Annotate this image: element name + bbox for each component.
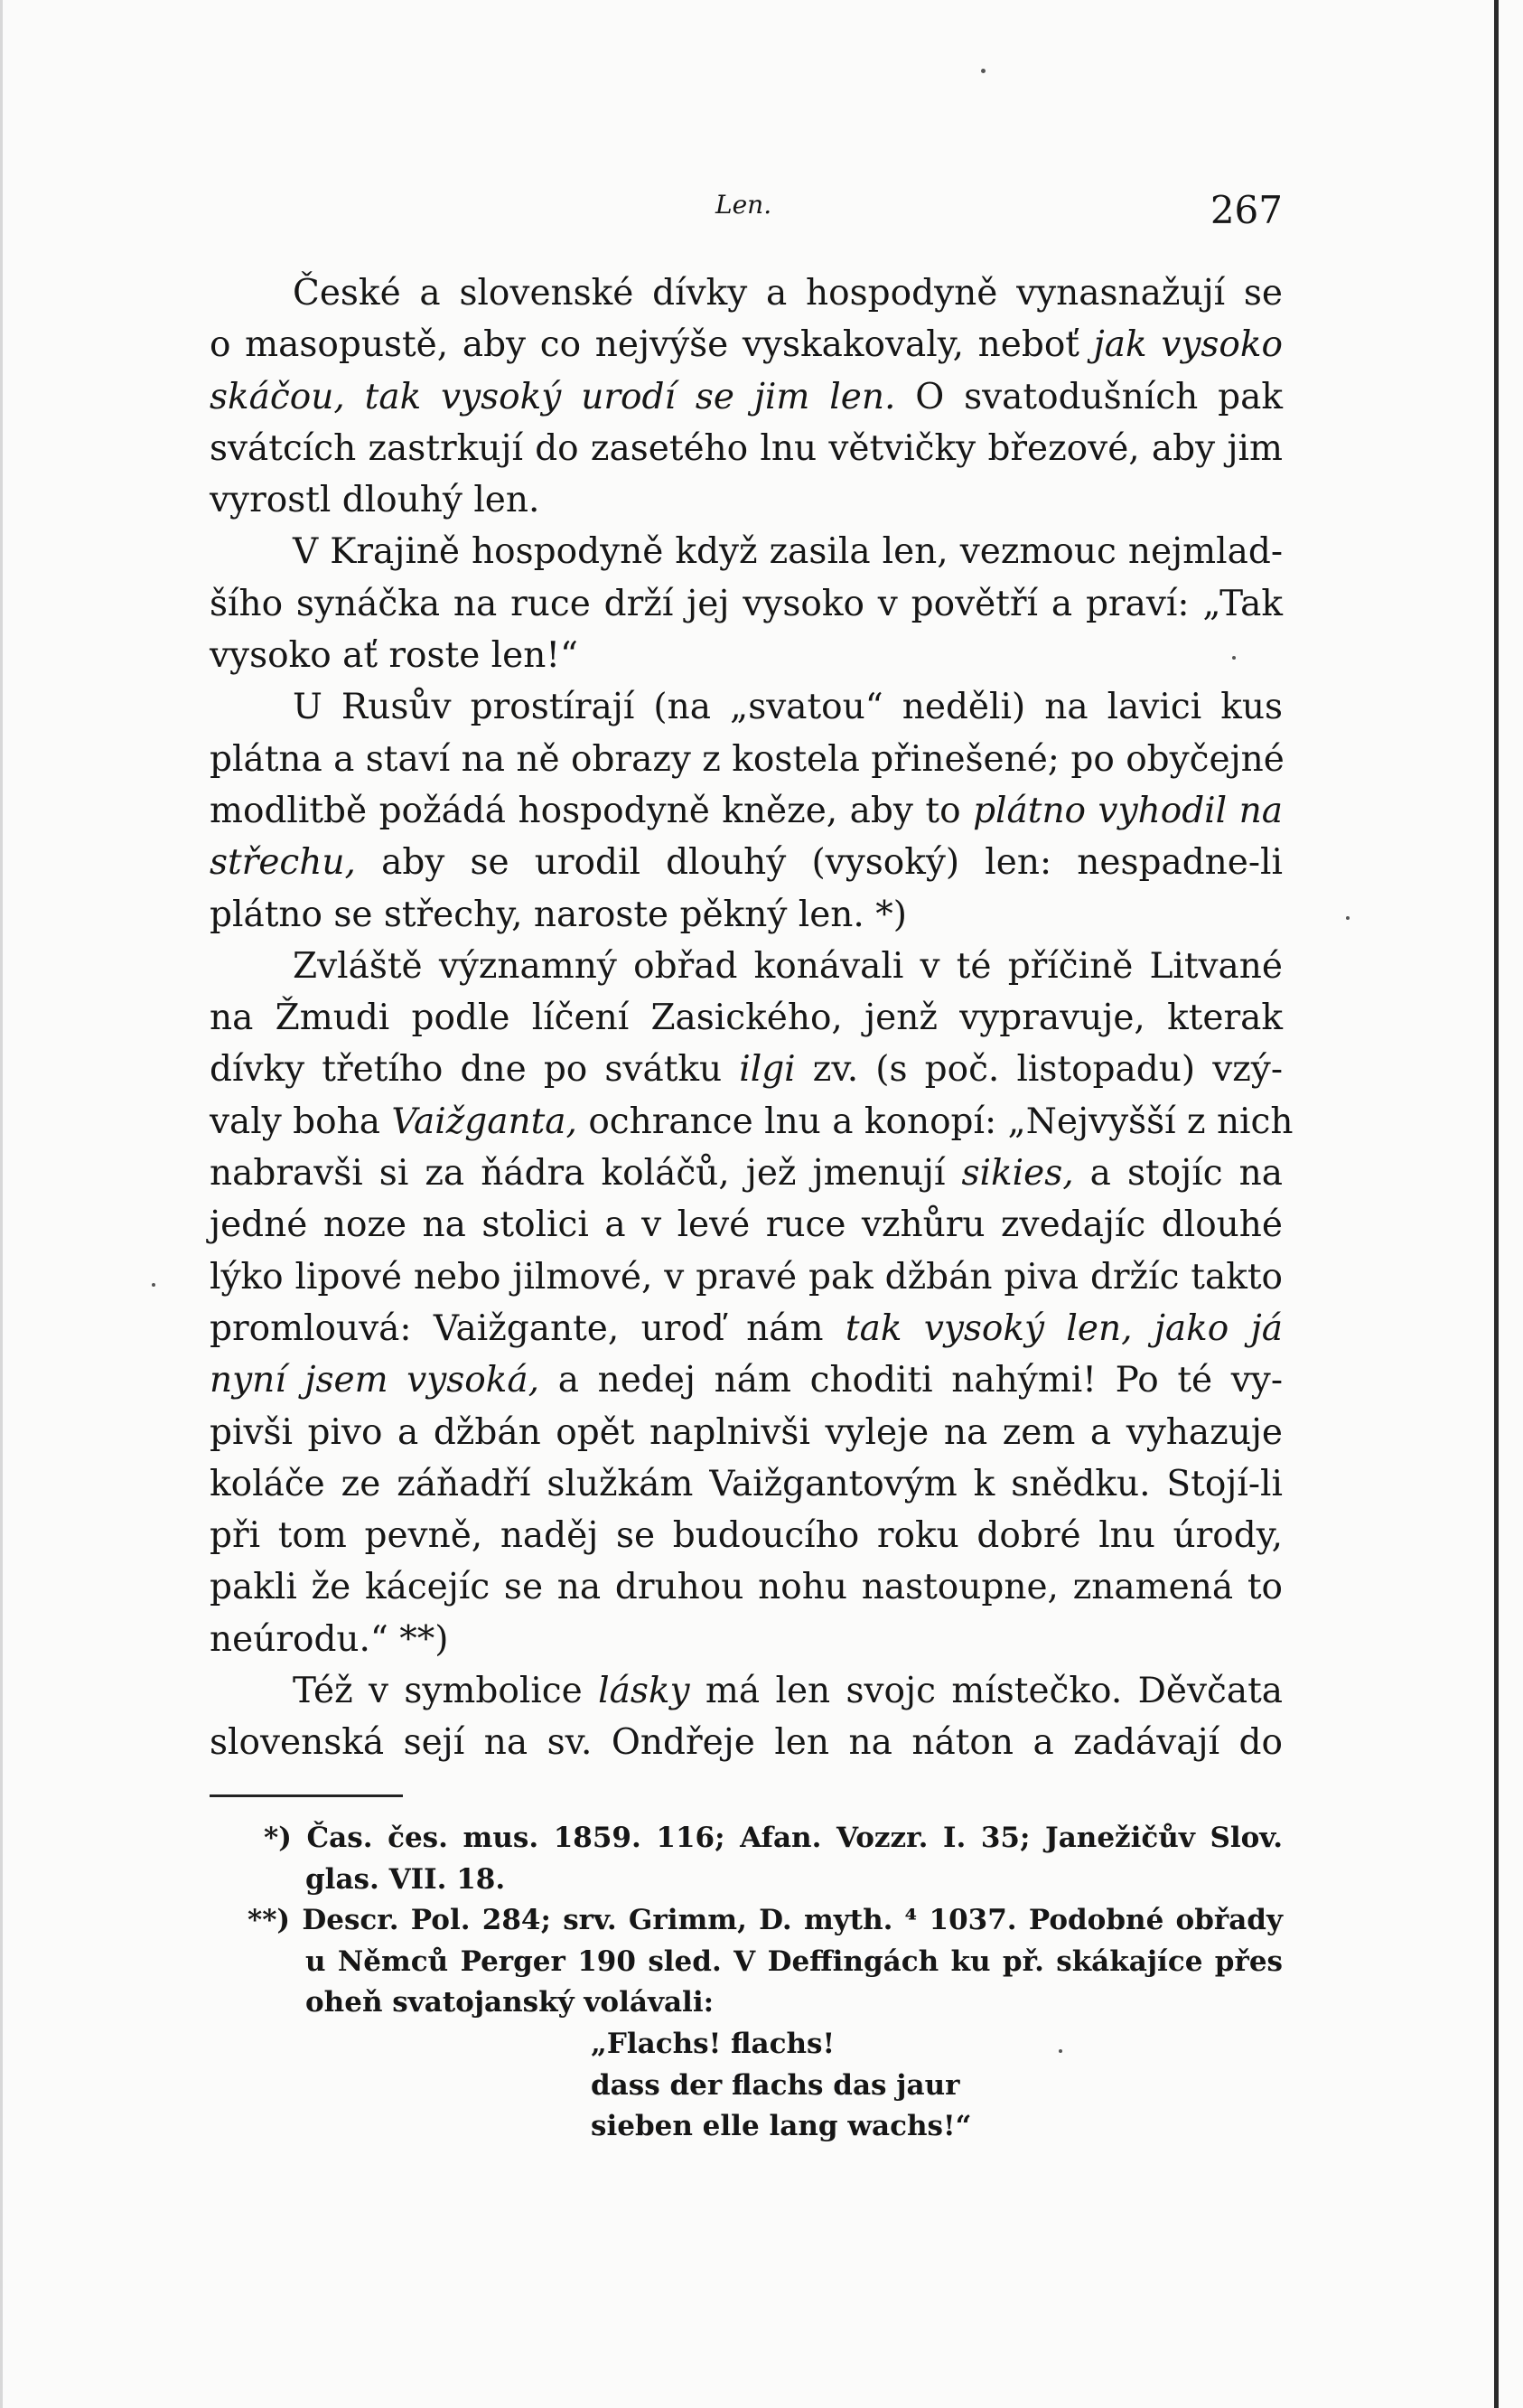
footnote-line: oheň svatojanský volávali: [305, 1986, 715, 2019]
text-line: dívky třetího dne po svátku ilgi zv. (s poč. listopadu) vzý- [210, 1049, 1283, 1091]
page-left-edge [0, 0, 3, 2408]
text-line: promlouvá: Vaižgante, uroď nám tak vysoký len, jako já [210, 1307, 1283, 1349]
text-line: při tom pevně, naděj se budoucího roku dobré lnu úrody, [210, 1515, 1283, 1557]
page-number: 267 [1210, 188, 1283, 232]
text-line: valy boha Vaižganta, ochrance lnu a konopí: „Nejvyšší z nich [210, 1101, 1294, 1142]
text-line: šího synáčka na ruce drží jej vysoko v povětří a praví: „Tak [210, 583, 1283, 624]
text-line: pakli že kácejíc se na druhou nohu nastoupne, znamená to [210, 1567, 1283, 1608]
text-line: pivši pivo a džbán opět naplnivši vyleje na zem a vyhazuje [210, 1411, 1283, 1453]
ink-speck [152, 1283, 155, 1287]
quoted-verse-line: „Flachs! flachs! [591, 2027, 836, 2060]
page-header [210, 188, 1283, 233]
text-line: U Rusův prostírají (na „svatou“ neděli) na lavici kus [293, 687, 1283, 728]
text-line: plátno se střechy, naroste pěkný len. *) [210, 894, 907, 935]
text-line: modlitbě požádá hospodyně kněze, aby to plátno vyhodil na [210, 790, 1283, 831]
main-text [210, 267, 1294, 1769]
text-line: lýko lipové nebo jilmové, v pravé pak džbán piva držíc takto [210, 1256, 1283, 1298]
text-line: střechu, aby se urodil dlouhý (vysoký) len: nespadne-li [210, 842, 1283, 884]
text-line: svátcích zastrkují do zasetého lnu větvičky březové, aby jim [210, 427, 1283, 469]
text-line: slovenská sejí na sv. Ondřeje len na náton a zadávají do [210, 1722, 1283, 1764]
footnotes [210, 1818, 1283, 2148]
text-line: vyrostl dlouhý len. [210, 480, 540, 521]
footnote-line: u Němců Perger 190 sled. V Deffingách ku př. skákajíce přes [305, 1944, 1283, 1978]
ink-speck [1346, 916, 1350, 920]
page-binding-edge [1494, 0, 1499, 2408]
text-line: skáčou, tak vysoký urodí se jim len. O svatodušních pak [210, 376, 1283, 417]
text-line: koláče ze záňadří služkám Vaižgantovým k snědku. Stojí-li [210, 1463, 1283, 1504]
text-line: Zvláště významný obřad konávali v té příčině Litvané [293, 945, 1283, 987]
running-title: Len. [715, 190, 772, 220]
ink-speck [981, 69, 986, 73]
text-line: o masopustě, aby co nejvýše vyskakovaly, neboť jak vysoko [210, 324, 1284, 366]
quoted-verse-line: sieben elle lang wachs!“ [591, 2110, 972, 2143]
footnote-divider [210, 1794, 403, 1797]
footnote-line: *) Čas. čes. mus. 1859. 116; Afan. Vozzr. I. 35; Janežičův Slov. [264, 1822, 1283, 1854]
text-line: vysoko ať roste len!“ [210, 635, 578, 677]
quoted-verse-line: dass der flachs das jaur [591, 2068, 960, 2102]
text-line: na Žmudi podle líčení Zasického, jenž vypravuje, kterak [210, 998, 1283, 1039]
text-line: plátna a staví na ně obrazy z kostela přinešené; po obyčejné [210, 738, 1285, 780]
text-line: jedné noze na stolici a v levé ruce vzhůru zvedajíc dlouhé [210, 1204, 1283, 1246]
text-line: neúrodu.“ **) [210, 1618, 449, 1660]
footnote-line: glas. VII. 18. [305, 1862, 506, 1896]
text-line: nyní jsem vysoká, a nedej nám choditi nahými! Po té vy- [210, 1360, 1284, 1401]
text-line: Též v symbolice lásky má len svojc místečko. Děvčata [293, 1671, 1283, 1712]
text-line: nabravši si za ňádra koláčů, jež jmenují sikies, a stojíc na [210, 1153, 1283, 1195]
text-line: České a slovenské dívky a hospodyně vynasnažují se [293, 273, 1283, 314]
footnote-line: **) Descr. Pol. 284; srv. Grimm, D. myth. ⁴ 1037. Podobné obřady [248, 1904, 1283, 1937]
text-line: V Krajině hospodyně když zasila len, vezmouc nejmlad- [293, 531, 1283, 573]
